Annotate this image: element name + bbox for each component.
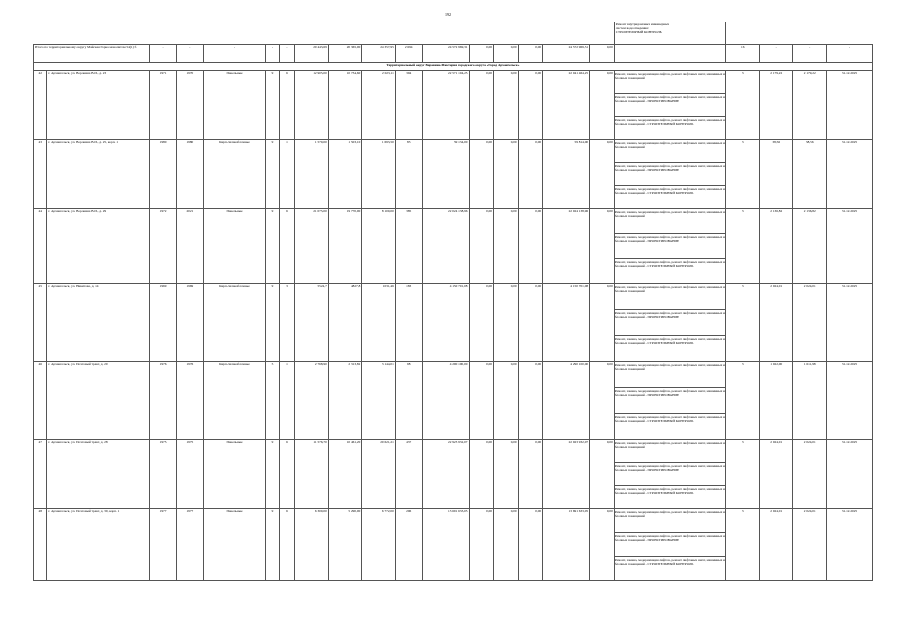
cell-f2: 0,00: [494, 283, 519, 361]
cell-year2: 1980: [176, 139, 203, 208]
work-item: Ремонт, замена, модернизация лифтов, ремонт лифтовых шахт, машинных и блочных помещений - ПРОЕКТИРОВАНИЕ: [615, 94, 726, 117]
cell-u1: 2 024,01: [759, 283, 793, 361]
cell: [614, 44, 726, 62]
cell-wall: Кирп./шлакоблочные: [203, 283, 266, 361]
cell-year1: 1976: [150, 361, 177, 439]
cell-n: 42: [34, 70, 47, 139]
district-header: Территориальный округ Варавино-Фактория городского округа «Город Архангельск»: [34, 62, 873, 70]
cell-f3: 0,00: [518, 361, 543, 439]
cell-residents: 206: [395, 508, 422, 580]
cell-f2: 0,00: [494, 361, 519, 439]
works-cell: [614, 508, 726, 580]
cell-area-nonliving: 1 693,50: [362, 139, 396, 208]
cell-u1: 2 179,22: [759, 70, 793, 139]
cell-f3: 0,00: [518, 208, 543, 283]
cell-u2: 2 024,01: [793, 508, 827, 580]
cell-u0: 3: [726, 361, 760, 439]
work-item: Ремонт, замена, модернизация лифтов, ремонт лифтовых шахт, машинных и блочных помещений - СТРОИТЕЛЬНЫЙ КОНТРОЛЬ: [614, 117, 725, 126]
cell-entr: 6: [279, 508, 295, 580]
cell-f1: 0,00: [469, 208, 494, 283]
cell-n: 43: [34, 139, 47, 208]
works-cell: [614, 283, 726, 361]
work-item: Ремонт, замена, модернизация лифтов, ремонт лифтовых шахт, машинных и блочных помещений: [615, 71, 726, 94]
cell-date: 31.12.2025: [826, 508, 872, 580]
cell-year1: 1977: [150, 508, 177, 580]
cell-date: 31.12.2025: [826, 439, 872, 508]
cell-floors: 9: [266, 439, 279, 508]
works-cell: [614, 208, 726, 283]
cell: -: [759, 44, 793, 62]
cell-n: 48: [34, 508, 47, 580]
cell-year2: 1977: [176, 508, 203, 580]
cell-address: г. Архангельск, ул. Почтовый тракт, д. 20: [47, 361, 150, 439]
cell-f3: 0,00: [518, 70, 543, 139]
cell-area-living: 10 461,20: [328, 439, 362, 508]
cell-year2: 1969: [176, 283, 203, 361]
cell-cost-total: 22 571 104,25: [422, 70, 469, 139]
cell-year2: 1976: [176, 361, 203, 439]
cell-area-living: 10 734,60: [328, 70, 362, 139]
cell-area-nonliving: 1031,46: [362, 283, 396, 361]
total-row: [34, 44, 873, 62]
cell-floors: 5: [266, 361, 279, 439]
house-row: [34, 508, 873, 580]
work-item: Ремонт, замена, модернизация лифтов, ремонт лифтовых шахт, машинных и блочных помещений - СТРОИТЕЛЬНЫЙ КОНТРОЛЬ: [614, 336, 725, 345]
cell-u1: 2 136,82: [759, 208, 793, 283]
cell-area-living: 4827,8: [328, 283, 362, 361]
cell-area-total: 6 300,00: [295, 508, 329, 580]
repair-program-table: [33, 22, 873, 581]
cell-year2: 1970: [176, 70, 203, 139]
cell-residents: 183: [395, 283, 422, 361]
work-item: Ремонт, замена, модернизация лифтов, ремонт лифтовых шахт, машинных и блочных помещений: [615, 209, 726, 234]
cell-f4: 0,00: [590, 208, 615, 283]
cell-area-nonliving: 8 100,00: [362, 208, 396, 283]
work-item: Ремонт, замена, модернизация лифтов, ремонт лифтовых шахт, машинных и блочных помещений - ПРОЕКТИРОВАНИЕ: [615, 533, 726, 557]
cell: 24 572 969,31: [543, 44, 590, 62]
cell-cost-total: 4 150 701,08: [422, 283, 469, 361]
work-item: Ремонт, замена, модернизация лифтов, ремонт лифтовых шахт, машинных и блочных помещений - СТРОИТЕЛЬНЫЙ КОНТРОЛЬ: [614, 486, 725, 495]
cell-area-total: 11 576,70: [295, 439, 329, 508]
cell-entr: 1: [279, 361, 295, 439]
cell: 0,00: [494, 44, 519, 62]
cell-area-living: 5 290,00: [328, 508, 362, 580]
cell-f2: 0,00: [494, 70, 519, 139]
cell-u0: 3: [726, 139, 760, 208]
work-item: Ремонт, замена, модернизация лифтов, ремонт лифтовых шахт, машинных и блочных помещений - ПРОЕКТИРОВАНИЕ: [615, 163, 726, 186]
cell-cost-local: 13 691 633,05: [543, 508, 590, 580]
cell-wall: Панельные: [203, 439, 266, 508]
work-item: Ремонт, замена, модернизация лифтов, ремонт лифтовых шахт, машинных и блочных помещений: [615, 440, 726, 463]
cell-u2: 2 179,22: [793, 70, 827, 139]
house-row: [34, 361, 873, 439]
cell-cost-total: 4 290 100,00: [422, 361, 469, 439]
work-item: Ремонт, замена, модернизация лифтов, ремонт лифтовых шахт, машинных и блочных помещений - ПРОЕКТИРОВАНИЕ: [615, 463, 726, 486]
cell-f2: 0,00: [494, 139, 519, 208]
cell: 24 572 969,31: [422, 44, 469, 62]
cell-f4: 0,00: [590, 361, 615, 439]
cell-address: г. Архангельск, ул. Почтовый тракт, д. 30, корп. 1: [47, 508, 150, 580]
cell-date: 31.12.2025: [826, 283, 872, 361]
cell-cost-local: 22 041 464,25: [543, 70, 590, 139]
cell-f1: 0,00: [469, 361, 494, 439]
cell-n: 47: [34, 439, 47, 508]
cell-cost-total: 22 923 932,07: [422, 439, 469, 508]
cell-n: 45: [34, 283, 47, 361]
works-cell: [614, 361, 726, 439]
cell: 20 365,00: [328, 44, 362, 62]
cell-u2: 2 024,01: [793, 283, 827, 361]
works-cell: [614, 139, 726, 208]
cell-f3: 0,00: [518, 508, 543, 580]
cell-f4: 0,00: [590, 283, 615, 361]
cell-f4: 0,00: [590, 139, 615, 208]
cell-u2: 1 611,98: [793, 361, 827, 439]
cell: -: [826, 44, 872, 62]
cell-wall: Панельные: [203, 208, 266, 283]
cell-cost-total: 22 024 138,96: [422, 208, 469, 283]
work-item: Ремонт, замена, модернизация лифтов, ремонт лифтовых шахт, машинных и блочных помещений - ПРОЕКТИРОВАНИЕ: [615, 388, 726, 414]
cell-f2: 0,00: [494, 439, 519, 508]
cell-address: г. Архангельск, ул. Воронина В.И., д. 29: [47, 208, 150, 283]
house-row: [34, 208, 873, 283]
cell-u0: 3: [726, 208, 760, 283]
work-item: Ремонт, замена, модернизация лифтов, ремонт лифтовых шахт, машинных и блочных помещений - ПРОЕКТИРОВАНИЕ: [615, 310, 726, 336]
cell-wall: Кирп./шлакоблочные: [203, 361, 266, 439]
top-work-line: Ремонт внутридомовых инженерных: [615, 22, 670, 26]
cell: -: [279, 44, 295, 62]
cell-year2: 2021: [176, 208, 203, 283]
cell-area-total: 12 905,00: [295, 70, 329, 139]
cell-area-total: 21 075,00: [295, 208, 329, 283]
cell-cost-total: 59 134,00: [422, 139, 469, 208]
cell-f3: 0,00: [518, 283, 543, 361]
work-item: Ремонт, замена, модернизация лифтов, ремонт лифтовых шахт, машинных и блочных помещений: [615, 140, 726, 163]
cell-f1: 0,00: [469, 283, 494, 361]
cell-area-living: 19 770,00: [328, 208, 362, 283]
cell-u0: 3: [726, 508, 760, 580]
cell-cost-total: 13 691 633,05: [422, 508, 469, 580]
cell-f1: 0,00: [469, 439, 494, 508]
cell-area-nonliving: 20 621,21: [362, 439, 396, 508]
work-item: Ремонт, замена, модернизация лифтов, ремонт лифтовых шахт, машинных и блочных помещений: [615, 362, 726, 388]
cell-cost-local: 22 024 138,96: [543, 208, 590, 283]
cell-u0: 3: [726, 70, 760, 139]
top-work-line: СТРОИТЕЛЬНЫЙ КОНТРОЛЬ: [615, 30, 662, 35]
cell-area-nonliving: 6 772,00: [362, 508, 396, 580]
cell-u1: 38,56: [759, 139, 793, 208]
cell-year1: 1975: [150, 439, 177, 508]
cell: -: [176, 44, 203, 62]
cell: -: [203, 44, 266, 62]
cell: -: [150, 44, 177, 62]
cell-area-nonliving: 3 144,01: [362, 361, 396, 439]
top-work-cell: [614, 22, 726, 44]
cell-u1: 2 024,01: [759, 439, 793, 508]
cell-floors: 9: [266, 70, 279, 139]
cell: -: [266, 44, 279, 62]
cell-entr: 3: [279, 283, 295, 361]
cell-f4: 0,00: [590, 439, 615, 508]
cell-cost-local: 59 814,00: [543, 139, 590, 208]
house-row: [34, 439, 873, 508]
cell-f4: 0,00: [590, 70, 615, 139]
cell-entr: 6: [279, 439, 295, 508]
cell-wall: Панельные: [203, 508, 266, 580]
cell-date: 31.12.2025: [826, 70, 872, 139]
cell-cost-local: 4 290 100,00: [543, 361, 590, 439]
work-item: Ремонт, замена, модернизация лифтов, ремонт лифтовых шахт, машинных и блочных помещений - СТРОИТЕЛЬНЫЙ КОНТРОЛЬ: [614, 186, 725, 195]
cell-date: 31.12.2025: [826, 208, 872, 283]
cell-residents: 394: [395, 70, 422, 139]
works-cell: [614, 439, 726, 508]
work-item: Ремонт, замена, модернизация лифтов, ремонт лифтовых шахт, машинных и блочных помещений: [615, 509, 726, 533]
total-label: Итого по территориальному округу Майская Горка монолитом 54(1) б: [34, 44, 150, 62]
cell-u0: 3: [726, 283, 760, 361]
cell-area-total: 5524,7: [295, 283, 329, 361]
cell-residents: 83: [395, 139, 422, 208]
work-item: Ремонт, замена, модернизация лифтов, ремонт лифтовых шахт, машинных и блочных помещений - СТРОИТЕЛЬНЫЙ КОНТРОЛЬ: [614, 557, 725, 566]
cell: 2 694: [395, 44, 422, 62]
works-cell: [614, 70, 726, 139]
cell: 0,00: [518, 44, 543, 62]
cell-u1: 2 024,01: [759, 508, 793, 580]
cell-area-living: 1 503,10: [328, 139, 362, 208]
cell-f1: 0,00: [469, 139, 494, 208]
cell-year1: 1972: [150, 208, 177, 283]
cell-f1: 0,00: [469, 508, 494, 580]
cell-n: 46: [34, 361, 47, 439]
house-row: [34, 283, 873, 361]
cell-u0: 3: [726, 439, 760, 508]
cell: 20 443,69: [295, 44, 329, 62]
cell-residents: 98: [395, 361, 422, 439]
cell-wall: Кирп./шлакоблочные: [203, 139, 266, 208]
cell-year1: 1971: [150, 70, 177, 139]
cell-cost-local: 22 923 932,07: [543, 439, 590, 508]
cell-address: г. Архангельск, ул. Воронина В.И., д. 25, корп. 1: [47, 139, 150, 208]
cell-f3: 0,00: [518, 139, 543, 208]
cell-year2: 1975: [176, 439, 203, 508]
cell-entr: 6: [279, 70, 295, 139]
cell-area-total: 1 570,00: [295, 139, 329, 208]
cell-floors: 9: [266, 508, 279, 580]
cell-u2: 38,56: [793, 139, 827, 208]
cell-date: 31.12.2025: [826, 139, 872, 208]
cell-u2: 2 024,01: [793, 439, 827, 508]
cell-f3: 0,00: [518, 439, 543, 508]
cell-entr: 6: [279, 208, 295, 283]
cell-date: 31.12.2025: [826, 361, 872, 439]
cell-floors: 9: [266, 139, 279, 208]
house-row: [34, 139, 873, 208]
cell-f2: 0,00: [494, 508, 519, 580]
cell-cost-local: 4 150 701,08: [543, 283, 590, 361]
cell-year1: 1980: [150, 139, 177, 208]
work-item: Ремонт, замена, модернизация лифтов, ремонт лифтовых шахт, машинных и блочных помещений: [615, 284, 726, 310]
work-item: Ремонт, замена, модернизация лифтов, ремонт лифтовых шахт, машинных и блочных помещений - СТРОИТЕЛЬНЫЙ КОНТРОЛЬ: [614, 414, 725, 423]
cell-address: г. Архангельск, ул. Почтовый тракт, д. 28: [47, 439, 150, 508]
cell-address: г. Архангельск, ул. Воронина В.И., д. 23: [47, 70, 150, 139]
cell: 24 357,95: [362, 44, 396, 62]
cell-f4: 0,00: [590, 508, 615, 580]
cell-floors: 9: [266, 283, 279, 361]
page-number: 192: [445, 12, 451, 17]
cell-residents: 437: [395, 439, 422, 508]
cell-area-living: 2 313,82: [328, 361, 362, 439]
cell-f1: 0,00: [469, 70, 494, 139]
cell-area-total: 2 768,90: [295, 361, 329, 439]
cell: -: [793, 44, 827, 62]
top-work-line: систем водоотведения:: [615, 26, 649, 31]
cell-floors: 9: [266, 208, 279, 283]
house-row: [34, 70, 873, 139]
top-continuation-row: [34, 22, 873, 44]
cell-address: г. Архангельск, ул. Никитова, д. 14: [47, 283, 150, 361]
cell-year1: 1969: [150, 283, 177, 361]
cell-area-nonliving: 2 023,11: [362, 70, 396, 139]
cell: 16: [726, 44, 760, 62]
cell: 0,00: [469, 44, 494, 62]
work-item: Ремонт, замена, модернизация лифтов, ремонт лифтовых шахт, машинных и блочных помещений - СТРОИТЕЛЬНЫЙ КОНТРОЛЬ: [614, 259, 725, 268]
cell-u1: 1 022,00: [759, 361, 793, 439]
cell-f2: 0,00: [494, 208, 519, 283]
cell: 0,00: [590, 44, 615, 62]
cell-residents: 385: [395, 208, 422, 283]
district-header-row: [34, 62, 873, 70]
cell-wall: Панельные: [203, 70, 266, 139]
cell-n: 44: [34, 208, 47, 283]
cell-entr: 1: [279, 139, 295, 208]
cell-u2: 2 136,82: [793, 208, 827, 283]
work-item: Ремонт, замена, модернизация лифтов, ремонт лифтовых шахт, машинных и блочных помещений - ПРОЕКТИРОВАНИЕ: [615, 234, 726, 259]
